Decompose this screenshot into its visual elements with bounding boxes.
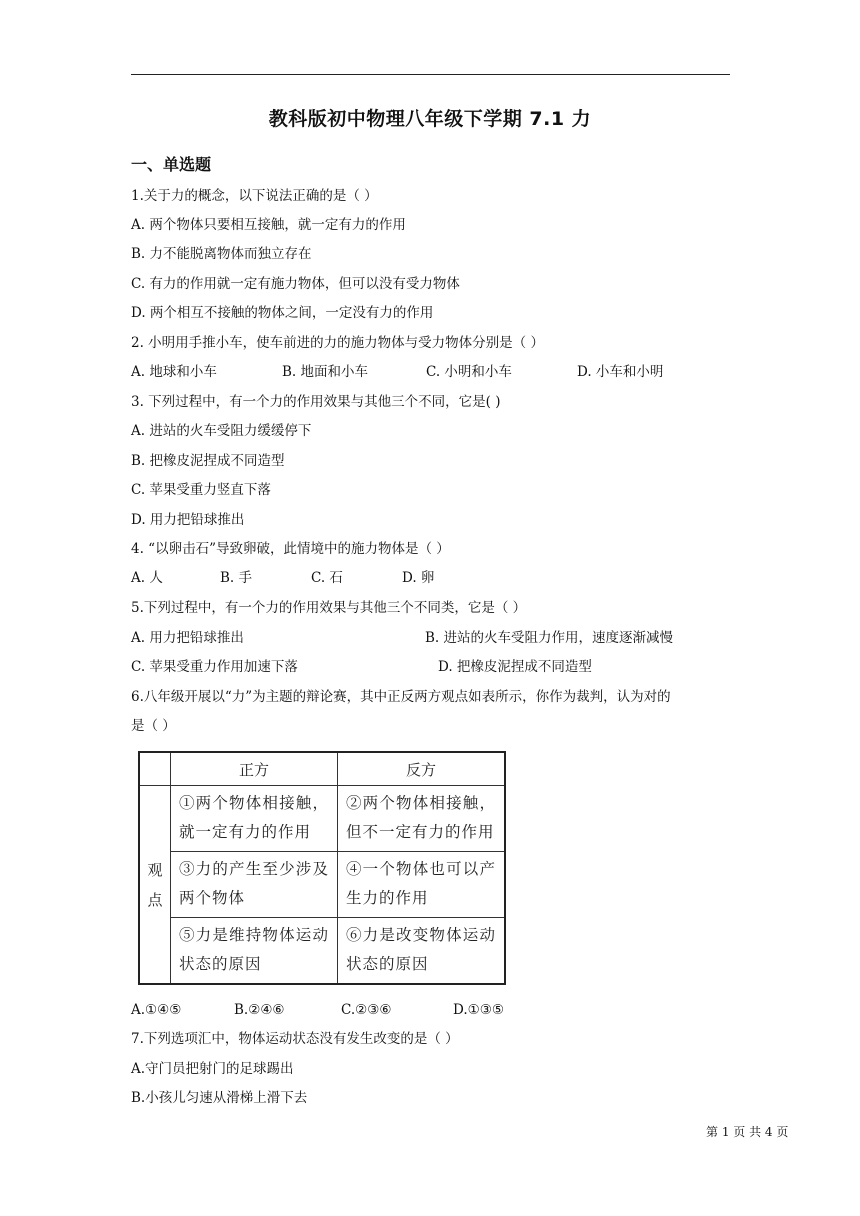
q3-option-c: C. 苹果受重力竖直下落	[131, 482, 271, 498]
table-cell-5: ⑤力是维持物体运动状态的原因	[171, 917, 338, 984]
header-rule	[131, 74, 730, 75]
q3-option-b: B. 把橡皮泥捏成不同造型	[131, 453, 285, 469]
q5-option-a: A. 用力把铅球推出	[131, 630, 244, 646]
q3-option-d: D. 用力把铅球推出	[131, 512, 245, 528]
q2-option-c: C. 小明和小车	[426, 364, 512, 380]
q1-option-d: D. 两个相互不接触的物体之间，一定没有力的作用	[131, 305, 434, 321]
q4-option-c: C. 石	[311, 570, 343, 586]
q6-stem-line1: 6.八年级开展以“力”为主题的辩论赛，其中正反两方观点如表所示，你作为裁判，认为对的	[131, 689, 671, 705]
section-heading: 一、单选题	[131, 155, 212, 174]
q6-option-a: A.①④⑤	[131, 1002, 182, 1018]
q6-option-d: D.①③⑤	[453, 1002, 504, 1018]
q1-option-c: C. 有力的作用就一定有施力物体，但可以没有受力物体	[131, 276, 460, 292]
q1-stem: 1.关于力的概念，以下说法正确的是（ ）	[131, 188, 378, 204]
table-cell-3: ③力的产生至少涉及两个物体	[171, 851, 338, 917]
q4-stem: 4. “以卵击石”导致卵破，此情境中的施力物体是（ ）	[131, 541, 450, 557]
debate-table	[138, 751, 506, 985]
table-cell-6: ⑥力是改变物体运动状态的原因	[338, 917, 506, 984]
q7-option-a: A.守门员把射门的足球踢出	[131, 1061, 294, 1077]
table-cell-1: ①两个物体相接触，就一定有力的作用	[171, 786, 338, 852]
table-cell-4: ④一个物体也可以产生力的作用	[338, 851, 506, 917]
q5-option-d: D. 把橡皮泥捏成不同造型	[438, 659, 592, 675]
q2-option-b: B. 地面和小车	[282, 364, 369, 380]
q2-option-d: D. 小车和小明	[577, 364, 664, 380]
q6-option-c: C.②③⑥	[341, 1002, 392, 1018]
q2-option-a: A. 地球和小车	[131, 364, 217, 380]
q5-stem: 5.下列过程中，有一个力的作用效果与其他三个不同类，它是（ ）	[131, 600, 527, 616]
table-corner-cell	[139, 752, 171, 786]
q5-option-c: C. 苹果受重力作用加速下落	[131, 659, 298, 675]
table-header-negative: 反方	[338, 752, 506, 786]
q5-option-b: B. 进站的火车受阻力作用，速度逐渐减慢	[425, 630, 674, 646]
q4-option-a: A. 人	[131, 570, 163, 586]
q6-option-b: B.②④⑥	[234, 1002, 285, 1018]
q1-option-b: B. 力不能脱离物体而独立存在	[131, 246, 312, 262]
table-header-affirmative: 正方	[171, 752, 338, 786]
document-title: 教科版初中物理八年级下学期 7.1 力	[268, 108, 592, 130]
table-side-label: 观点	[139, 786, 171, 985]
q1-option-a: A. 两个物体只要相互接触，就一定有力的作用	[131, 217, 406, 233]
q3-stem: 3. 下列过程中，有一个力的作用效果与其他三个不同，它是( )	[131, 394, 501, 410]
q7-stem: 7.下列选项汇中，物体运动状态没有发生改变的是（ ）	[131, 1031, 459, 1047]
table-cell-2: ②两个物体相接触，但不一定有力的作用	[338, 786, 506, 852]
q4-option-d: D. 卵	[402, 570, 435, 586]
q3-option-a: A. 进站的火车受阻力缓缓停下	[131, 423, 312, 439]
q2-stem: 2. 小明用手推小车，使车前进的力的施力物体与受力物体分别是（ ）	[131, 335, 544, 351]
q6-stem-line2: 是（ ）	[131, 718, 176, 734]
page-number: 第 1 页 共 4 页	[706, 1125, 789, 1139]
q4-option-b: B. 手	[220, 570, 253, 586]
q7-option-b: B.小孩儿匀速从滑梯上滑下去	[131, 1090, 308, 1106]
